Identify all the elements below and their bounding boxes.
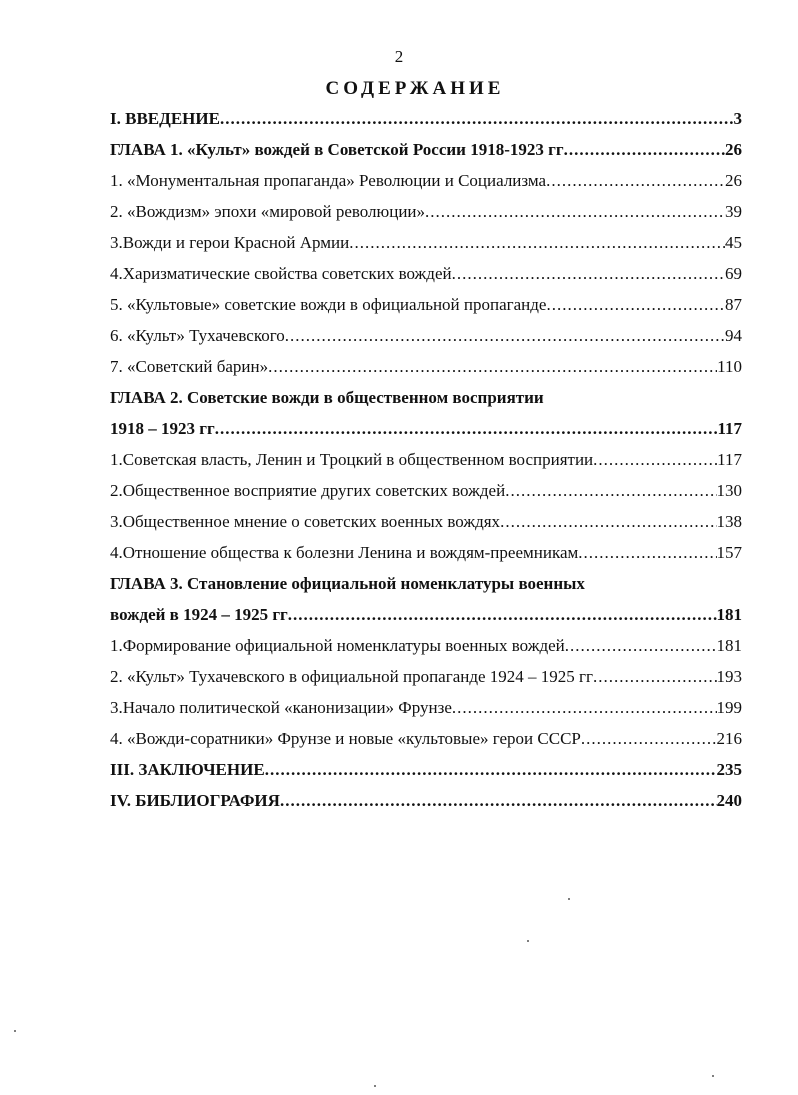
toc-heading <box>110 386 742 410</box>
toc-entry <box>110 262 742 286</box>
toc-entry <box>110 510 742 534</box>
toc-entry-label: 4.Отношение общества к болезни Ленина и вождям-преемникам <box>110 543 579 562</box>
toc-entry-page: 193 <box>716 667 742 686</box>
toc-entry-label: 4.Харизматические свойства советских вождей <box>110 264 452 283</box>
dot-leader <box>565 634 717 658</box>
dot-leader <box>593 665 717 689</box>
toc-entry-page: 94 <box>725 326 742 345</box>
toc-entry <box>110 634 742 658</box>
toc-heading <box>110 758 742 782</box>
toc-entry-label: ГЛАВА 3. Становление официальной номенклатуры военных <box>110 574 585 593</box>
toc-entry-page: 157 <box>716 543 742 562</box>
toc-entry <box>110 727 742 751</box>
toc-entry <box>110 324 742 348</box>
scan-speck <box>374 1085 376 1087</box>
dot-leader <box>452 262 725 286</box>
dot-leader <box>581 727 717 751</box>
toc-entry-page: 138 <box>716 512 742 531</box>
toc-heading <box>110 572 742 596</box>
toc-heading <box>110 603 742 627</box>
toc-entry-page: 3 <box>733 109 742 128</box>
dot-leader <box>500 510 716 534</box>
dot-leader <box>546 293 725 317</box>
toc-entry-page: 117 <box>717 419 742 438</box>
toc-entry-page: 45 <box>725 233 742 252</box>
toc-entry-page: 130 <box>716 481 742 500</box>
toc-entry <box>110 665 742 689</box>
toc-entry-label: 4. «Вожди-соратники» Фрунзе и новые «культовые» герои СССР <box>110 729 581 748</box>
scan-speck <box>568 898 570 900</box>
toc-entry-page: 110 <box>717 357 742 376</box>
toc-entry-label: 1. «Монументальная пропаганда» Революции и Социализма <box>110 171 547 190</box>
dot-leader <box>285 324 725 348</box>
toc-entry-page: 240 <box>716 791 742 810</box>
toc-entry-page: 199 <box>716 698 742 717</box>
scan-speck <box>14 1030 16 1032</box>
toc-entry-label: вождей в 1924 – 1925 гг <box>110 605 288 624</box>
toc-heading <box>110 789 742 813</box>
toc-entry-label: 1.Советская власть, Ленин и Троцкий в общественном восприятии <box>110 450 594 469</box>
toc-heading <box>110 417 742 441</box>
toc-entry-label: 2. «Культ» Тухачевского в официальной пропаганде 1924 – 1925 гг <box>110 667 593 686</box>
toc-entry <box>110 696 742 720</box>
toc-entry-page: 39 <box>725 202 742 221</box>
toc-entry <box>110 231 742 255</box>
scan-speck <box>527 940 529 942</box>
toc-entry-page: 216 <box>716 729 742 748</box>
toc-entry-label: 7. «Советский барин» <box>110 357 269 376</box>
page-title: СОДЕРЖАНИЕ <box>325 78 505 99</box>
toc-entry <box>110 355 742 379</box>
dot-leader <box>578 541 716 565</box>
toc-entry-label: III. ЗАКЛЮЧЕНИЕ <box>110 760 265 779</box>
toc-entry-page: 181 <box>716 636 742 655</box>
toc-entry-page: 235 <box>716 760 742 779</box>
dot-leader <box>349 231 725 255</box>
toc-entry-label: I. ВВЕДЕНИЕ <box>110 109 220 128</box>
toc-entry <box>110 169 742 193</box>
toc-entry <box>110 479 742 503</box>
toc-entry-label: 3.Вожди и герои Красной Армии <box>110 233 350 252</box>
toc-entry-label: 5. «Культовые» советские вожди в официальной пропаганде <box>110 295 547 314</box>
scan-speck <box>712 1075 714 1077</box>
dot-leader <box>220 107 734 131</box>
dot-leader <box>546 169 725 193</box>
dot-leader <box>593 448 717 472</box>
toc-entry-label: 3.Начало политической «канонизации» Фрунзе <box>110 698 452 717</box>
toc-entry <box>110 541 742 565</box>
dot-leader <box>288 603 717 627</box>
dot-leader <box>280 789 717 813</box>
toc-heading <box>110 138 742 162</box>
toc-entry-page: 181 <box>716 605 742 624</box>
toc-entry-label: 1918 – 1923 гг <box>110 419 215 438</box>
toc-entry-page: 87 <box>725 295 742 314</box>
toc-entry <box>110 293 742 317</box>
toc-entry-label: ГЛАВА 1. «Культ» вождей в Советской России 1918-1923 гг <box>110 140 564 159</box>
dot-leader <box>505 479 716 503</box>
toc-entry <box>110 200 742 224</box>
toc-heading <box>110 107 742 131</box>
toc-entry-label: 3.Общественное мнение о советских военных вождях <box>110 512 501 531</box>
dot-leader <box>564 138 725 162</box>
dot-leader <box>425 200 725 224</box>
page-number: 2 <box>394 47 404 66</box>
dot-leader <box>268 355 717 379</box>
toc-entry-label: IV. БИБЛИОГРАФИЯ <box>110 791 280 810</box>
toc-entry <box>110 448 742 472</box>
toc-entry-label: 1.Формирование официальной номенклатуры военных вождей <box>110 636 565 655</box>
toc-entry-page: 26 <box>725 171 742 190</box>
toc-entry-label: 6. «Культ» Тухачевского <box>110 326 285 345</box>
toc-entry-label: ГЛАВА 2. Советские вожди в общественном восприятии <box>110 388 544 407</box>
dot-leader <box>265 758 717 782</box>
toc-entry-page: 117 <box>717 450 742 469</box>
toc-entry-label: 2.Общественное восприятие других советских вождей <box>110 481 506 500</box>
toc-entry-page: 69 <box>725 264 742 283</box>
dot-leader <box>215 417 718 441</box>
toc-entry-page: 26 <box>725 140 742 159</box>
dot-leader <box>452 696 717 720</box>
toc-entry-label: 2. «Вождизм» эпохи «мировой революции» <box>110 202 426 221</box>
